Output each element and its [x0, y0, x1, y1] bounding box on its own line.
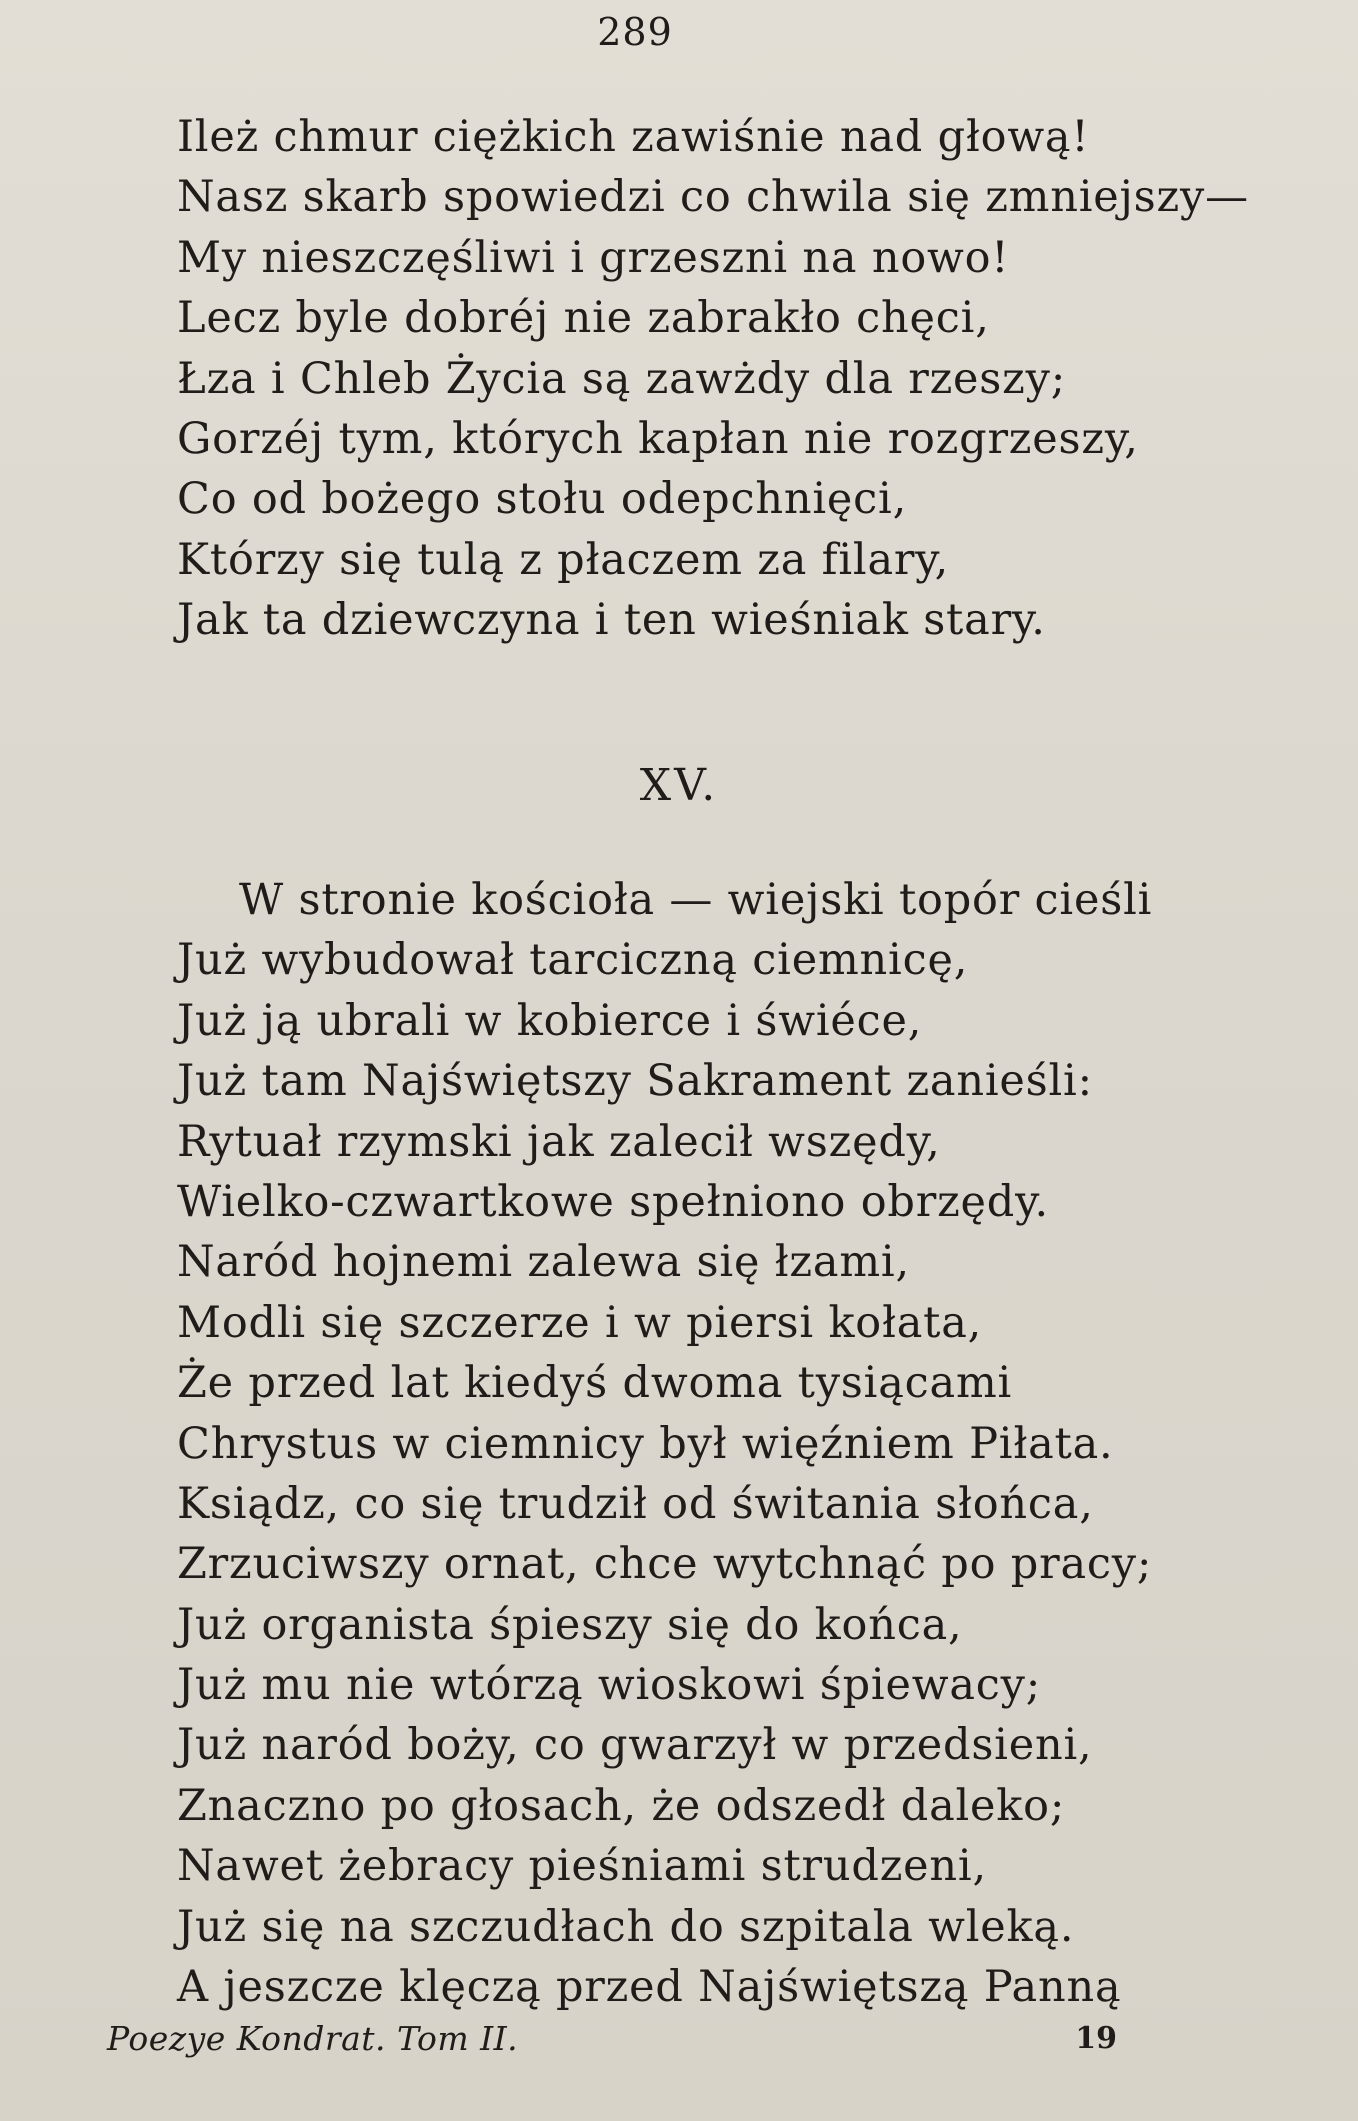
verse-line: Ksiądz, co się trudził od świtania słońca, [177, 1478, 1094, 1529]
verse-line: Już mu nie wtórzą wioskowi śpiewacy; [177, 1660, 1042, 1711]
verse-line: Już organista śpieszy się do końca, [177, 1599, 963, 1650]
verse-line: Już się na szczudłach do szpitala wleką. [177, 1901, 1075, 1952]
verse-line: Którzy się tulą z płaczem za filary, [177, 534, 950, 585]
verse-line: Co od bożego stołu odepchnięci, [177, 474, 908, 525]
verse-line: Ileż chmur ciężkich zawiśnie nad głową! [177, 112, 1090, 162]
verse-line: My nieszczęśliwi i grzeszni na nowo! [177, 232, 1010, 283]
verse-line: Już ją ubrali w kobierce i świéce, [177, 995, 923, 1046]
page-footer [107, 2013, 1117, 2065]
verse-line: A jeszcze klęczą przed Najświętszą Panną [177, 1962, 1122, 2013]
section-heading: XV. [639, 760, 719, 811]
stanza-1 [177, 107, 1297, 651]
verse-line: Chrystus w ciemnicy był więźniem Piłata. [177, 1418, 1114, 1469]
verse-line: Łza i Chleb Życia są zawżdy dla rzeszy; [177, 353, 1066, 404]
verse-line: Nawet żebracy pieśniami strudzeni, [177, 1841, 987, 1892]
verse-line: Gorzéj tym, których kapłan nie rozgrzeszy, [177, 413, 1139, 464]
verse-line: Że przed lat kiedyś dwoma tysiącami [177, 1358, 1013, 1409]
verse-line: Znaczno po głosach, że odszedł daleko; [177, 1780, 1066, 1831]
verse-line: Zrzuciwszy ornat, chce wytchnąć po pracy; [177, 1539, 1153, 1590]
verse-line: Lecz byle dobréj nie zabrakło chęci, [177, 293, 990, 344]
verse-line: Nasz skarb spowiedzi co chwila się zmniejszy— [177, 172, 1249, 223]
verse-line: W stronie kościoła — wiejski topór cieśli [239, 875, 1153, 925]
verse-line: Wielko-czwartkowe spełniono obrzędy. [177, 1176, 1049, 1227]
verse-line: Modli się szczerze i w piersi kołata, [177, 1297, 983, 1348]
verse-line: Jak ta dziewczyna i ten wieśniak stary. [177, 595, 1046, 646]
stanza-2 [177, 870, 1297, 2017]
verse-line: Naród hojnemi zalewa się łzami, [177, 1237, 910, 1288]
footer-signature-mark: 19 [1075, 2021, 1117, 2056]
verse-line: Rytuał rzymski jak zalecił wszędy, [177, 1116, 941, 1167]
verse-line: Już naród boży, co gwarzył w przedsieni, [177, 1720, 1093, 1771]
page-number: 289 [597, 10, 673, 54]
footer-book-title: Poezye Kondrat. Tom II. [107, 2019, 519, 2058]
verse-line: Już wybudował tarciczną ciemnicę, [177, 935, 969, 986]
verse-line: Już tam Najświętszy Sakrament zanieśli: [177, 1056, 1093, 1107]
